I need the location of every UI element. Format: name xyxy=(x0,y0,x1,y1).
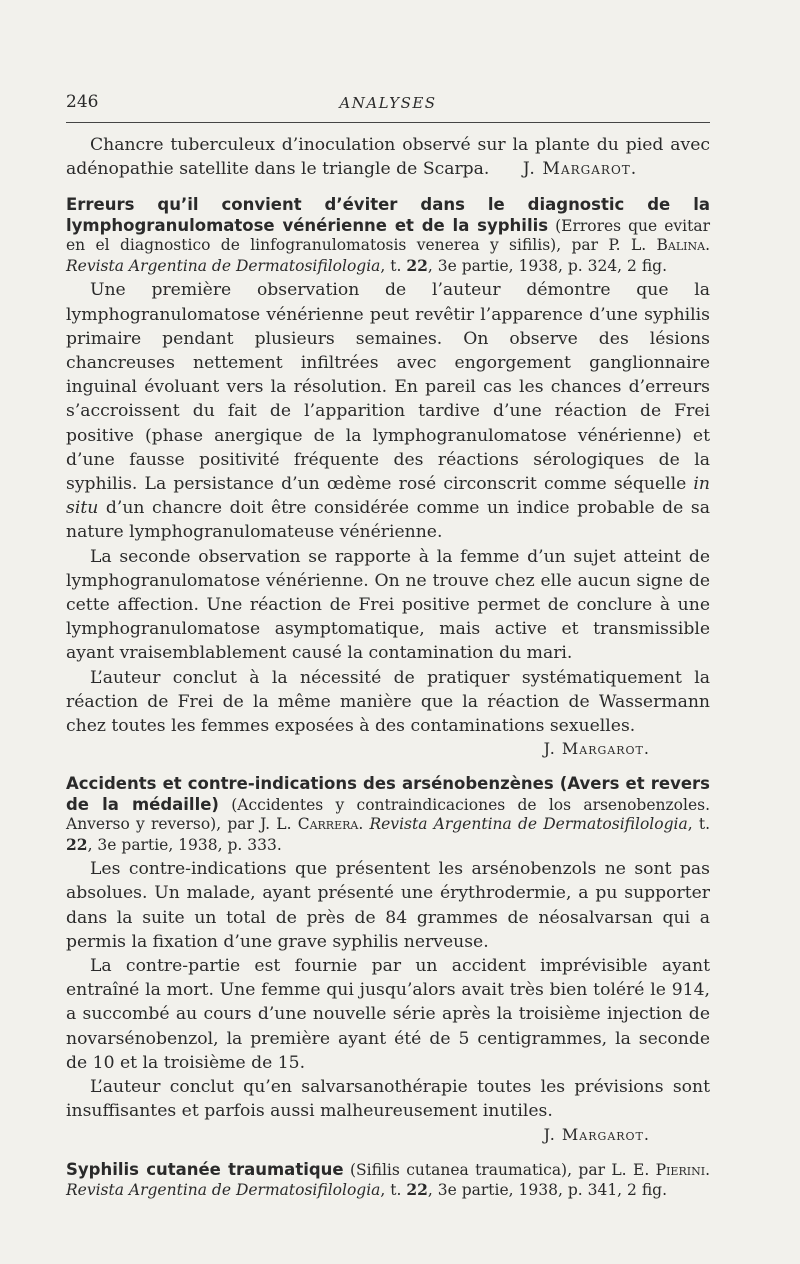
entry-3-ref-b: . xyxy=(705,1160,710,1179)
entry-2-paragraph-2: La contre-partie est fournie par un accident imprévisible ayant entraîné la mort. Une femme qui jusqu’alors avait très bien toléré le 914, a succombé au cours d’une nouvelle série après la troisième injection de novarsénobenzol, la première ayant été de 5 centigrammes, la seconde de 10 et la troisième de 15. xyxy=(66,956,710,1073)
entry-1-p1-italic: in situ xyxy=(66,474,710,519)
entry-continuation xyxy=(66,133,710,181)
entry-1-ref-c: , t. xyxy=(380,256,407,275)
entry-1-paragraph-1 xyxy=(66,278,710,544)
entry-2-signature: J. Margarot. xyxy=(543,1124,650,1144)
entry-2-heading xyxy=(66,774,710,855)
entry-continuation-text: Chancre tuberculeux d’inoculation observé sur la plante du pied avec adénopathie satellite dans le triangle de Scarpa. xyxy=(66,135,710,180)
entry-1-ref-b: . xyxy=(705,236,710,255)
entry-2-author: Carrera xyxy=(297,815,359,834)
entry-2-ref-c: , t. xyxy=(687,815,711,834)
entry-1-ref-a: (Errores que evitar en el diagnostico de linfogranulomatosis venerea y sifilis), par P. L. xyxy=(66,216,710,255)
entry-3-title: Syphilis cutanée traumatique xyxy=(66,1159,344,1179)
entry-2-paragraph-1: Les contre-indications que présentent les arsénobenzols ne sont pas absolues. Un malade, ayant présenté une érythrodermie, a pu supporter dans la suite un total de près de 84 grammes de néosalvarsan qui a permis la fixation d’une grave syphilis nerveuse. xyxy=(66,859,710,952)
entry-1-ref-d: , 3e partie, 1938, p. 324, 2 fig. xyxy=(427,256,668,275)
entry-1-signature: J. Margarot. xyxy=(543,739,650,759)
entry-2-ref-a: (Accidentes y contraindicaciones de los arsenobenzoles. Anverso y reverso), par J. L. xyxy=(66,795,711,834)
entry-1-heading xyxy=(66,195,710,276)
entry-1-paragraph-2: La seconde observation se rapporte à la femme d’un sujet atteint de lymphogranulomatose vénérienne. On ne trouve chez elle aucun signe de cette affection. Une réaction de Frei positive permet de conclure à une lymphogranulomatose asymptomatique, mais active et transmissible ayant vraisemblablement causé la contamination du mari. xyxy=(66,546,710,664)
page-number: 246 xyxy=(66,92,99,112)
entry-2-paragraph-3: L’auteur conclut qu’en salvarsanothérapie toutes les prévisions sont insuffisantes et parfois aussi malheureusement inutiles. xyxy=(66,1077,710,1122)
entry-3-heading xyxy=(66,1160,710,1201)
entry-3-volume: 22 xyxy=(406,1180,428,1199)
entry-3-author: Pierini xyxy=(655,1160,706,1179)
entry-1-author: Balina xyxy=(656,236,706,255)
entry-2-journal: Revista Argentina de Dermatosifilologia xyxy=(369,815,688,834)
entry-2-ref-d: , 3e partie, 1938, p. 333. xyxy=(87,835,282,854)
entry-3-ref-d: , 3e partie, 1938, p. 341, 2 fig. xyxy=(427,1181,668,1199)
entry-1-p1-text: Une première observation de l’auteur démontre que la lymphogranulomatose vénérienne peut revêtir l’apparence d’une syphilis primaire pendant plusieurs semaines. On observe des lésions chancreuses nettement infiltrées avec engorgement ganglionnaire inguinal évoluant vers la résolution. En pareil cas les chances d’erreurs s’accroissent du fait de l’apparition tardive d’une réaction de Frei positive (phase anergique de la lymphogranulomatose vénérienne) et d’une fausse positivité fréquente des réactions sérologiques de la syphilis. La persistance d’un œdème rosé circonscrit comme séquelle xyxy=(66,280,710,495)
entry-2-title: Accidents et contre-indications des arsénobenzènes (Avers et revers de la médaille) xyxy=(66,774,710,814)
entry-continuation-signature: J. Margarot. xyxy=(522,159,638,180)
entry-1-paragraph-3: L’auteur conclut à la nécessité de pratiquer systématiquement la réaction de Frei de la même manière que la réaction de Wassermann chez toutes les femmes exposées à des contaminations sexuelles. xyxy=(66,667,710,737)
entry-2-volume: 22 xyxy=(66,834,88,854)
page-header xyxy=(66,92,710,118)
entry-2-ref-b: . xyxy=(358,815,370,834)
header-rule xyxy=(66,122,710,123)
page-content xyxy=(66,92,710,1201)
running-title: ANALYSES xyxy=(339,94,437,112)
entry-3-ref-a: (Sifilis cutanea traumatica), par L. E. xyxy=(343,1160,656,1179)
entry-1-p1-end: d’un chancre doit être considérée comme un indice probable de sa nature lymphogranulomateuse vénérienne. xyxy=(66,498,710,543)
entry-1-journal: Revista Argentina de Dermatosifilologia xyxy=(66,256,381,275)
entry-1-title: Erreurs qu’il convient d’éviter dans le diagnostic de la lymphogranulomatose vénérienne et de la syphilis xyxy=(66,195,710,235)
entry-3-ref-c: , t. xyxy=(380,1181,407,1199)
entry-1-volume: 22 xyxy=(406,255,428,275)
entry-3-journal: Revista Argentina de Dermatosifilologia xyxy=(66,1181,381,1199)
